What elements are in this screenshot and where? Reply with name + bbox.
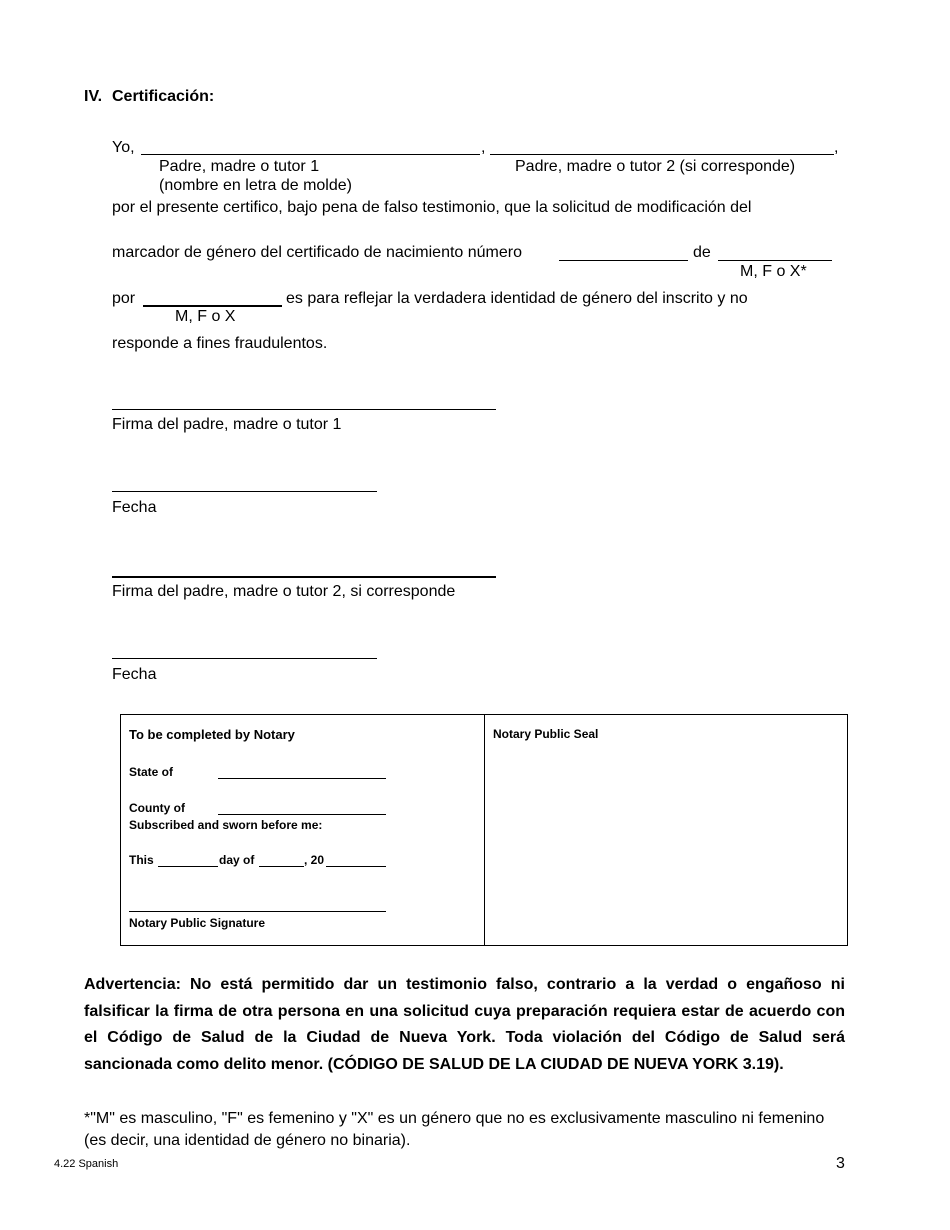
date1-field[interactable] bbox=[112, 491, 377, 492]
notary-year-field[interactable] bbox=[326, 866, 386, 867]
yo-label: Yo, bbox=[112, 139, 135, 156]
notary-day-field[interactable] bbox=[158, 866, 218, 867]
notary-this-label: This bbox=[129, 853, 154, 867]
notary-state-label: State of bbox=[129, 765, 174, 779]
notary-box bbox=[120, 714, 848, 946]
notary-day-of-label: day of bbox=[219, 853, 255, 867]
comma-2: , bbox=[834, 139, 839, 156]
gender-footnote: *"M" es masculino, "F" es femenino y "X" es un género que no es exclusivamente masculino ni femenino (es decir, una identidad de género no binaria). bbox=[84, 1110, 825, 1149]
cert-text-line3: es para reflejar la verdadera identidad de género del inscrito y no bbox=[286, 290, 748, 307]
date2-field[interactable] bbox=[112, 658, 377, 659]
notary-sworn-label: Subscribed and sworn before me: bbox=[129, 818, 323, 832]
date2-label: Fecha bbox=[112, 666, 157, 683]
notary-box-divider bbox=[484, 715, 485, 945]
cert-text-line2: marcador de género del certificado de nacimiento número bbox=[112, 244, 523, 261]
notary-county-field[interactable] bbox=[218, 814, 386, 815]
parent1-name-field[interactable] bbox=[141, 154, 480, 155]
notary-state-field[interactable] bbox=[218, 778, 386, 779]
notary-signature-label: Notary Public Signature bbox=[129, 916, 266, 930]
parent2-signature-field[interactable] bbox=[112, 576, 496, 578]
comma-1: , bbox=[481, 139, 486, 156]
notary-signature-field[interactable] bbox=[129, 911, 386, 912]
de-label: de bbox=[693, 244, 711, 261]
date1-label: Fecha bbox=[112, 499, 157, 516]
cert-text-line4: responde a fines fraudulentos. bbox=[112, 335, 328, 352]
parent2-caption: Padre, madre o tutor 2 (si corresponde) bbox=[515, 158, 796, 175]
birth-certificate-number-field[interactable] bbox=[559, 260, 688, 261]
parent2-name-field[interactable] bbox=[490, 154, 834, 155]
parent1-caption-sub: (nombre en letra de molde) bbox=[159, 177, 352, 194]
notary-heading: To be completed by Notary bbox=[129, 727, 295, 742]
current-gender-caption: M, F o X* bbox=[740, 263, 807, 280]
parent2-signature-label: Firma del padre, madre o tutor 2, si corresponde bbox=[112, 583, 456, 600]
page-number: 3 bbox=[836, 1155, 845, 1172]
notary-county-label: County of bbox=[129, 801, 185, 815]
new-gender-caption: M, F o X bbox=[175, 308, 236, 325]
form-version: 4.22 Spanish bbox=[54, 1158, 119, 1170]
section-number: IV. bbox=[84, 88, 103, 105]
notary-month-field[interactable] bbox=[259, 866, 304, 867]
legal-warning: Advertencia: No está permitido dar un testimonio falso, contrario a la verdad o engañoso ni falsificar la firma de otra persona en una solicitud cuya preparación requiera estar de acuerdo con el Código de Salud de la Ciudad de Nueva York. Toda violación del Código de Salud será sancionada como delito menor. (CÓDIGO DE SALUD DE LA CIUDAD DE NUEVA YORK 3.19). bbox=[84, 976, 845, 1073]
parent1-signature-field[interactable] bbox=[112, 409, 496, 410]
parent1-signature-label: Firma del padre, madre o tutor 1 bbox=[112, 416, 342, 433]
notary-seal-label: Notary Public Seal bbox=[493, 727, 599, 741]
parent1-caption: Padre, madre o tutor 1 bbox=[159, 158, 320, 175]
section-title: Certificación: bbox=[112, 88, 215, 105]
notary-year-label: , 20 bbox=[304, 853, 325, 867]
por-label: por bbox=[112, 290, 136, 307]
cert-text-line1: por el presente certifico, bajo pena de falso testimonio, que la solicitud de modificación del bbox=[112, 199, 752, 216]
current-gender-field[interactable] bbox=[718, 260, 832, 261]
